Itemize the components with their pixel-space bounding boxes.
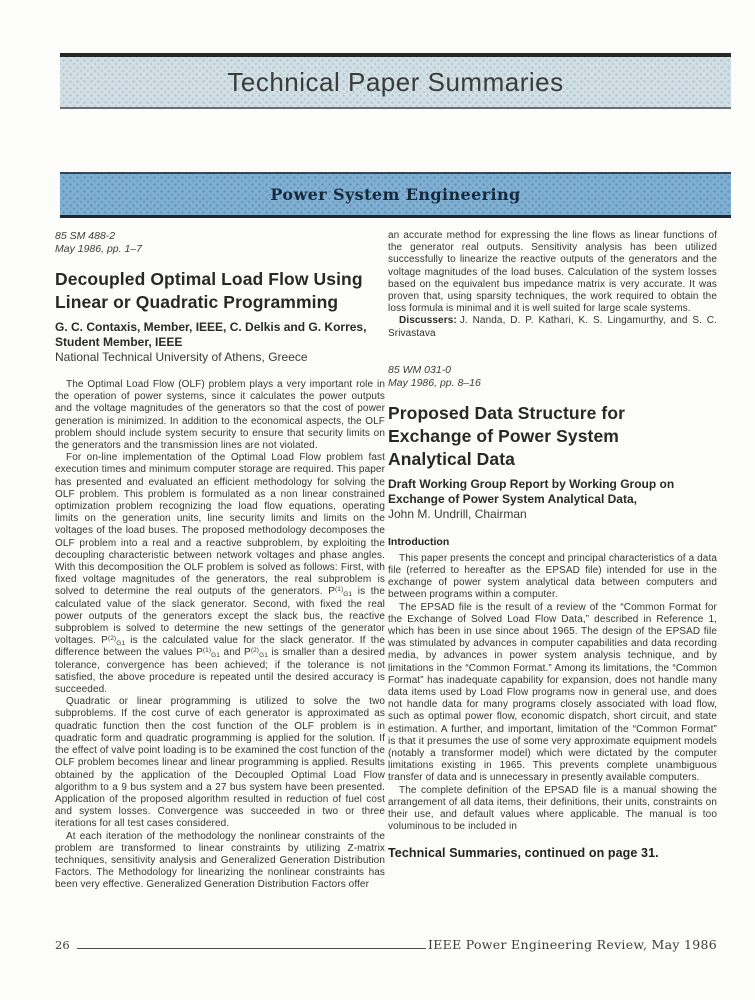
paper2-chairman: John M. Undrill, Chairman [388,506,527,521]
section-banner [60,172,731,218]
discussers-names: J. Nanda, D. P. Kathari, K. S. Lingamurthy, and S. C. Srivastava [388,315,717,339]
paper1-issue: May 1986, pp. 1–7 [55,243,142,255]
abstract-paragraph: an accurate method for expressing the line flows as linear functions of the generator real outputs. Sensitivity analysis has been utilized successfully to linearize the reactive outputs of the generators and the voltage magnitudes of the load buses. Calculation of the system losses based on the equivalent bus impedance matrix is very accurate. It was proven that, using sparsity techniques, the work required to obtain the loss formula is minimal and it is well suited for large scale systems. [388,230,717,315]
footer-rule [77,948,426,949]
abstract-paragraph: The Optimal Load Flow (OLF) problem plays a very important role in the operation of power systems, since it calculates the power outputs and the voltage magnitudes of the generators so that the cost of power generation is minimized. In addition to the economical aspects, the OLF problem should include system security to ensure that security limits on the generators and the transmission lines are not violated. [55,379,385,452]
paper2-code: 85 WM 031-0 [388,363,452,376]
paper2-section-heading: Introduction [388,535,450,548]
paper1-title: Decoupled Optimal Load Flow Using Linear or Quadratic Programming [55,269,363,312]
body-paragraph: The EPSAD file is the result of a review of the “Common Format for the Exchange of Solved Load Flow Data,” described in Reference 1, which has been in use since about 1965. The design of the EPSAD file was stimulated by advances in computer capabilities and data recording media, by advances in power system analysis technique, and by limitations in the “Common Format.” Among its limitations, the “Common Format” has inadequate capability for expansion, does not handle many data items used by Load Flow programs now in general use, and does not handle data for many programs closely associated with load flow, such as optimal power flow, economic dispatch, short circuit, and state estimation. A further, and important, limitation of the “Common Format” is that it presumes the use of some very approximate equipment models (notably a transformer model) which were dictated by the computer limitations existing in 1965. This prevents complete unambiguous transfer of data and is unnecessary in presently available computers. [388,601,717,784]
paper1-code: 85 SM 488-2 [55,230,116,242]
abstract-paragraph: At each iteration of the methodology the nonlinear constraints of the problem are transformed to linear constraints by utilizing Z-matrix techniques, sensitivity analysis and Generalized Generation Distribution Factors. The Methodology for linearizing the nonlinear constraints has been very effective. Generalized Generation Distribution Factors offer [55,830,385,891]
page-banner [60,53,731,109]
continued-notice: Technical Summaries, continued on page 31. [388,845,659,860]
section-title: Power System Engineering [270,185,521,204]
discussers-line [388,315,717,339]
paper1-authors: G. C. Contaxis, Member, IEEE, C. Delkis and G. Korres, Student Member, IEEE [55,320,367,349]
abstract-paragraph: Quadratic or linear programming is utilized to solve the two subproblems. If the cost curve of each generator is approximated as quadratic function then the cost function of the OLF problem is in quadratic form and quadratic programming is applied for the solution. If the effect of valve point loading is to be examined the cost function of the OLF problem becomes linear and linear programming is applied. Results obtained by the application of the Decoupled Optimal Load Flow algorithm to a 9 bus system and a 27 bus system have been presented. Application of the proposed algorithm resulted in reduction of fuel cost and system losses. Convergence was succeeded in two or three iterations for all test cases considered. [55,696,385,830]
paper2-subtitle: Draft Working Group Report by Working Group on Exchange of Power System Analytical Data, [388,476,675,506]
left-column [55,230,385,892]
discussers-label: Discussers: [399,315,457,327]
paper2-title: Proposed Data Structure for Exchange of Power System Analytical Data [388,402,626,469]
paper1-affiliation: National Technical University of Athens, Greece [55,350,308,364]
page-footer [55,937,717,952]
journal-name: IEEE Power Engineering Review, May 1986 [427,937,717,952]
paper2-issue: May 1986, pp. 8–16 [388,376,481,389]
paper1-abstract [55,379,385,892]
paper2-meta [388,364,717,390]
body-paragraph: This paper presents the concept and principal characteristics of a data file (referred to hereafter as the EPSAD file) intended for use in the exchange of power system analytical data between computers and between programs within a computer. [388,552,717,601]
paper2-body [388,553,717,834]
right-column [388,230,717,860]
page-number: 26 [55,938,70,952]
abstract-paragraph: For on-line implementation of the Optimal Load Flow problem fast execution times and minimum computer storage are required. This paper has presented and evaluated an efficient methodology for solving the OLF problem. This problem is formulated as a non linear constrained optimization problem recognizing the load flow equations, operating limits on the generation units, line security limits and limits on the voltages of the load buses. The proposed methodology decomposes the OLF problem into a real and a reactive subproblem, by exploiting the decoupling characteristic between network voltages and phase angles. With this decomposition the OLF problem is solved as follows: First, with fixed voltage magnitudes of the generators, the real subproblem is solved to determine the real outputs of the generators. $P^{(1)}_{G1}$ is the calculated value of the slack generator. Second, with fixed the real power outputs of the generators except the slack bus, the reactive subproblem is solved to determine the new settings of the generator voltages. $P^{(2)}_{G1}$ is the calculated value for the slack generator. If the difference between the values $P^{(1)}_{G1}$ and $P^{(2)}_{G1}$ is smaller than a desired tolerance, convergence has been achieved; if the tolerance is not satisfied, the above procedure is repeated until the desired accuracy is succeeded. [55,452,386,696]
paper1-abstract-continued [388,230,717,340]
paper1-meta [55,230,385,256]
body-paragraph: The complete definition of the EPSAD file is a manual showing the arrangement of all data items, their definitions, their units, constraints on their use, and default values where applicable. The manual is too voluminous to be included in [388,784,717,833]
page-banner-title: Technical Paper Summaries [227,66,564,97]
